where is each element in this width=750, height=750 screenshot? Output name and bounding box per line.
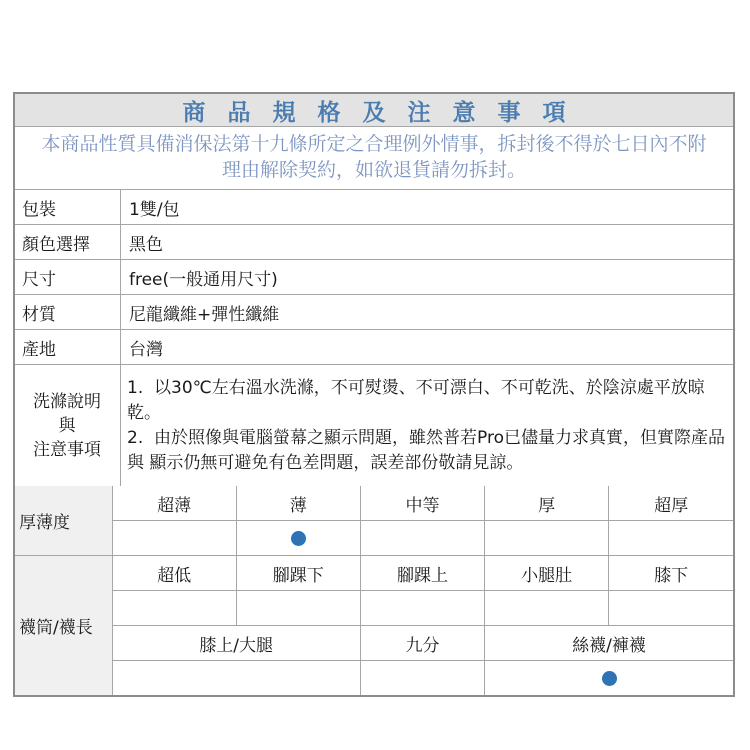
length-marker-row-1 — [15, 591, 733, 626]
length-options-row-2 — [15, 626, 733, 661]
table-row-material — [15, 295, 733, 330]
notice-line-1: 本商品性質具備消保法第十九條所定之合理例外情事，拆封後不得於七日內不附 — [41, 133, 707, 155]
table-row-color — [15, 225, 733, 260]
length-marker-cell — [360, 591, 484, 626]
length-label: 襪筒/襪長 — [15, 556, 112, 696]
length-option: 小腿肚 — [485, 556, 609, 591]
length-marker-row-2 — [15, 661, 733, 696]
length-option: 腳踝上 — [360, 556, 484, 591]
attribute-matrix-table — [15, 486, 733, 695]
thickness-marker-row — [15, 521, 733, 556]
spec-label-color: 顏色選擇 — [15, 225, 121, 260]
table-title-bar — [15, 94, 733, 127]
care-label-line-2: 與 — [58, 415, 76, 436]
length-option: 腳踝下 — [236, 556, 360, 591]
length-marker-cell — [485, 661, 733, 696]
thickness-marker-cell — [360, 521, 484, 556]
thickness-option: 薄 — [236, 486, 360, 521]
spec-value-size: free(一般通用尺寸) — [121, 260, 734, 295]
care-item-1: 1. 以30℃左右溫水洗滌，不可熨燙、不可漂白、不可乾洗、於陰涼處平放晾乾。 — [127, 377, 705, 423]
thickness-marker-cell — [609, 521, 733, 556]
spec-label-packaging: 包裝 — [15, 190, 121, 225]
table-row-packaging — [15, 190, 733, 225]
thickness-marker-cell — [112, 521, 236, 556]
length-option: 膝下 — [609, 556, 733, 591]
thickness-marker-cell — [485, 521, 609, 556]
notice-line-2: 理由解除契約，如欲退貨請勿拆封。 — [221, 159, 526, 181]
thickness-option: 超薄 — [112, 486, 236, 521]
care-label — [15, 365, 121, 487]
thickness-marker-cell — [236, 521, 360, 556]
consumer-notice — [15, 127, 733, 190]
care-item-2: 2. 由於照像與電腦螢幕之顯示問題，雖然普若Pro已儘量力求真實，但實際產品與 顯示仍無可避免有色差問題，誤差部份敬請見諒。 — [127, 427, 725, 473]
selected-dot — [602, 671, 617, 686]
table-row-size — [15, 260, 733, 295]
thickness-option: 厚 — [485, 486, 609, 521]
care-instructions — [121, 365, 734, 487]
spec-table — [13, 92, 735, 697]
spec-value-origin: 台灣 — [121, 330, 734, 365]
table-row-care — [15, 365, 733, 487]
care-label-line-3: 注意事項 — [33, 439, 101, 460]
length-option: 膝上/大腿 — [112, 626, 360, 661]
length-option: 九分 — [360, 626, 484, 661]
spec-label-material: 材質 — [15, 295, 121, 330]
thickness-options-row — [15, 486, 733, 521]
spec-label-size: 尺寸 — [15, 260, 121, 295]
table-row-origin — [15, 330, 733, 365]
length-marker-cell — [236, 591, 360, 626]
thickness-option: 中等 — [360, 486, 484, 521]
length-option: 超低 — [112, 556, 236, 591]
length-marker-cell — [360, 661, 484, 696]
spec-label-origin: 產地 — [15, 330, 121, 365]
table-title: 商品規格及注意事項 — [182, 99, 588, 126]
spec-value-material: 尼龍纖維+彈性纖維 — [121, 295, 734, 330]
selected-dot — [291, 531, 306, 546]
spec-rows-table — [15, 190, 733, 486]
thickness-label: 厚薄度 — [15, 486, 112, 556]
length-marker-cell — [485, 591, 609, 626]
length-marker-cell — [112, 661, 360, 696]
length-options-row-1 — [15, 556, 733, 591]
spec-value-packaging: 1雙/包 — [121, 190, 734, 225]
care-label-line-1: 洗滌說明 — [33, 391, 101, 412]
thickness-option: 超厚 — [609, 486, 733, 521]
spec-value-color: 黑色 — [121, 225, 734, 260]
length-marker-cell — [112, 591, 236, 626]
length-marker-cell — [609, 591, 733, 626]
length-option: 絲襪/褲襪 — [485, 626, 733, 661]
